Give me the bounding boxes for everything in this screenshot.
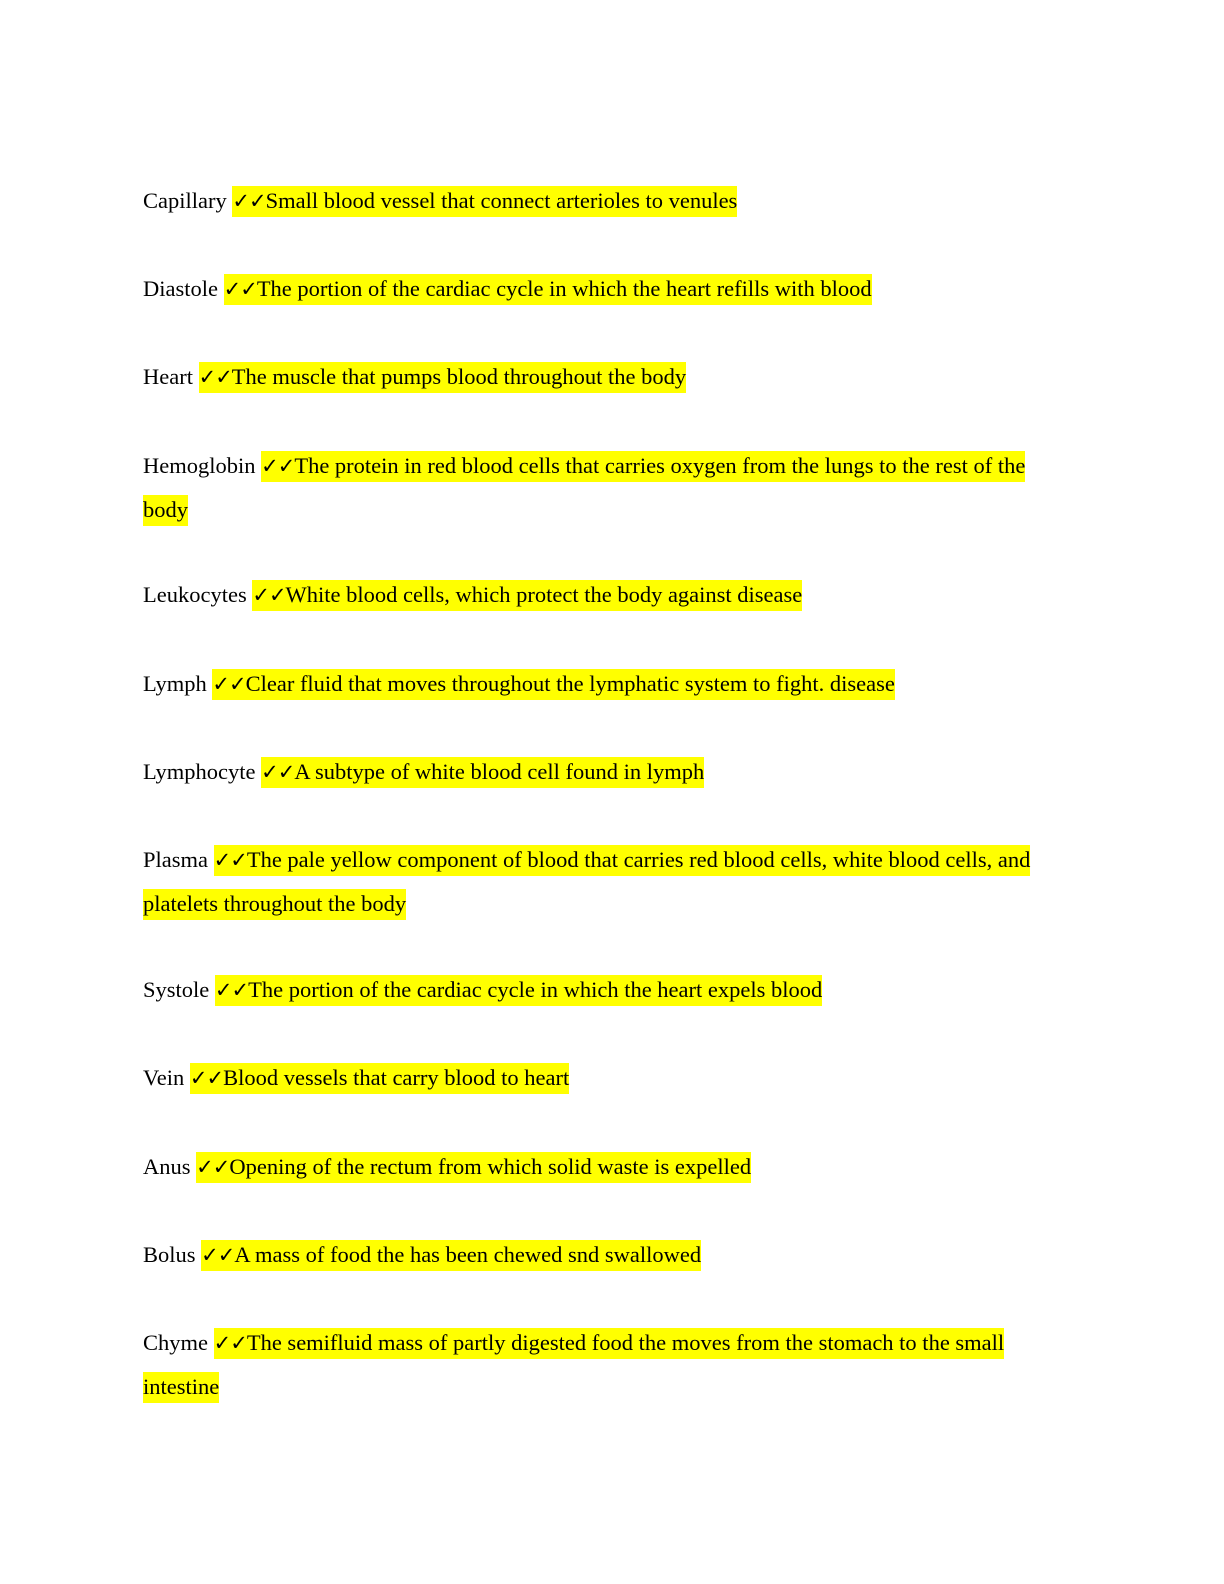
glossary-entry	[143, 662, 1073, 706]
entry-definition: A mass of food the has been chewed snd swallowed	[234, 1242, 702, 1267]
glossary-entry	[143, 573, 1073, 617]
entry-term: Bolus	[143, 1242, 196, 1267]
double-check-icon: ✓✓	[252, 583, 286, 607]
entry-term: Anus	[143, 1154, 191, 1179]
glossary-entry	[143, 968, 1073, 1012]
glossary-entry	[143, 1145, 1073, 1189]
entry-term: Leukocytes	[143, 582, 247, 607]
entry-definition: The portion of the cardiac cycle in which the heart expels blood	[248, 977, 823, 1002]
entry-definition: The pale yellow component of blood that carries red blood cells, white blood cells, and platelets throughout the body	[143, 847, 1031, 916]
entry-definition: White blood cells, which protect the body against disease	[285, 582, 803, 607]
entry-definition: The protein in red blood cells that carries oxygen from the lungs to the rest of the body	[143, 453, 1026, 522]
entry-definition: The muscle that pumps blood throughout the body	[231, 364, 687, 389]
double-check-icon: ✓✓	[214, 978, 249, 1002]
entry-definition-highlight	[201, 1240, 701, 1271]
double-check-icon: ✓✓	[232, 189, 266, 213]
double-check-icon: ✓✓	[261, 760, 295, 784]
entry-definition: A subtype of white blood cell found in lymph	[294, 759, 705, 784]
entry-term: Capillary	[143, 188, 227, 213]
glossary-entry	[143, 267, 1073, 311]
entry-definition-highlight	[224, 274, 872, 305]
entry-definition: Small blood vessel that connect arterioles to venules	[265, 188, 738, 213]
glossary-entry	[143, 1056, 1073, 1100]
glossary-entry	[143, 355, 1073, 399]
double-check-icon: ✓✓	[196, 1155, 230, 1179]
double-check-icon: ✓✓	[261, 454, 295, 478]
entry-definition: Blood vessels that carry blood to heart	[223, 1065, 570, 1090]
double-check-icon: ✓✓	[213, 848, 247, 872]
entry-term: Diastole	[143, 276, 218, 301]
double-check-icon: ✓✓	[212, 672, 246, 696]
entry-definition-highlight	[261, 757, 704, 788]
double-check-icon: ✓✓	[198, 365, 232, 389]
entry-definition-highlight	[143, 845, 1030, 920]
entry-definition-highlight	[143, 451, 1025, 526]
double-check-icon: ✓✓	[223, 277, 257, 301]
entry-definition-highlight	[232, 186, 737, 217]
double-check-icon: ✓✓	[189, 1066, 224, 1090]
entry-definition-highlight	[143, 1328, 1004, 1403]
glossary-entry	[143, 750, 1073, 794]
entry-term: Chyme	[143, 1330, 208, 1355]
glossary-entry	[143, 444, 1073, 532]
entry-term: Heart	[143, 364, 193, 389]
entry-definition: Opening of the rectum from which solid waste is expelled	[229, 1154, 752, 1179]
entry-definition: The semifluid mass of partly digested food the moves from the stomach to the small intestine	[143, 1330, 1005, 1399]
entry-definition-highlight	[212, 669, 894, 700]
entry-definition-highlight	[190, 1063, 569, 1094]
entry-term: Vein	[143, 1065, 185, 1090]
double-check-icon: ✓✓	[213, 1331, 247, 1355]
entry-definition-highlight	[199, 362, 687, 393]
entry-definition: The portion of the cardiac cycle in which the heart refills with blood	[256, 276, 872, 301]
glossary-entry	[143, 179, 1073, 223]
entry-term: Lymphocyte	[143, 759, 256, 784]
entry-term: Systole	[143, 977, 210, 1002]
glossary-entry	[143, 1321, 1073, 1409]
entry-term: Hemoglobin	[143, 453, 256, 478]
entry-term: Lymph	[143, 671, 207, 696]
entry-definition: Clear fluid that moves throughout the lymphatic system to fight. disease	[245, 671, 895, 696]
entry-term: Plasma	[143, 847, 208, 872]
entry-definition-highlight	[215, 975, 822, 1006]
glossary-entry	[143, 838, 1073, 926]
double-check-icon: ✓✓	[201, 1243, 235, 1267]
entry-definition-highlight	[196, 1152, 751, 1183]
glossary-entry	[143, 1233, 1073, 1277]
entry-definition-highlight	[252, 580, 802, 611]
